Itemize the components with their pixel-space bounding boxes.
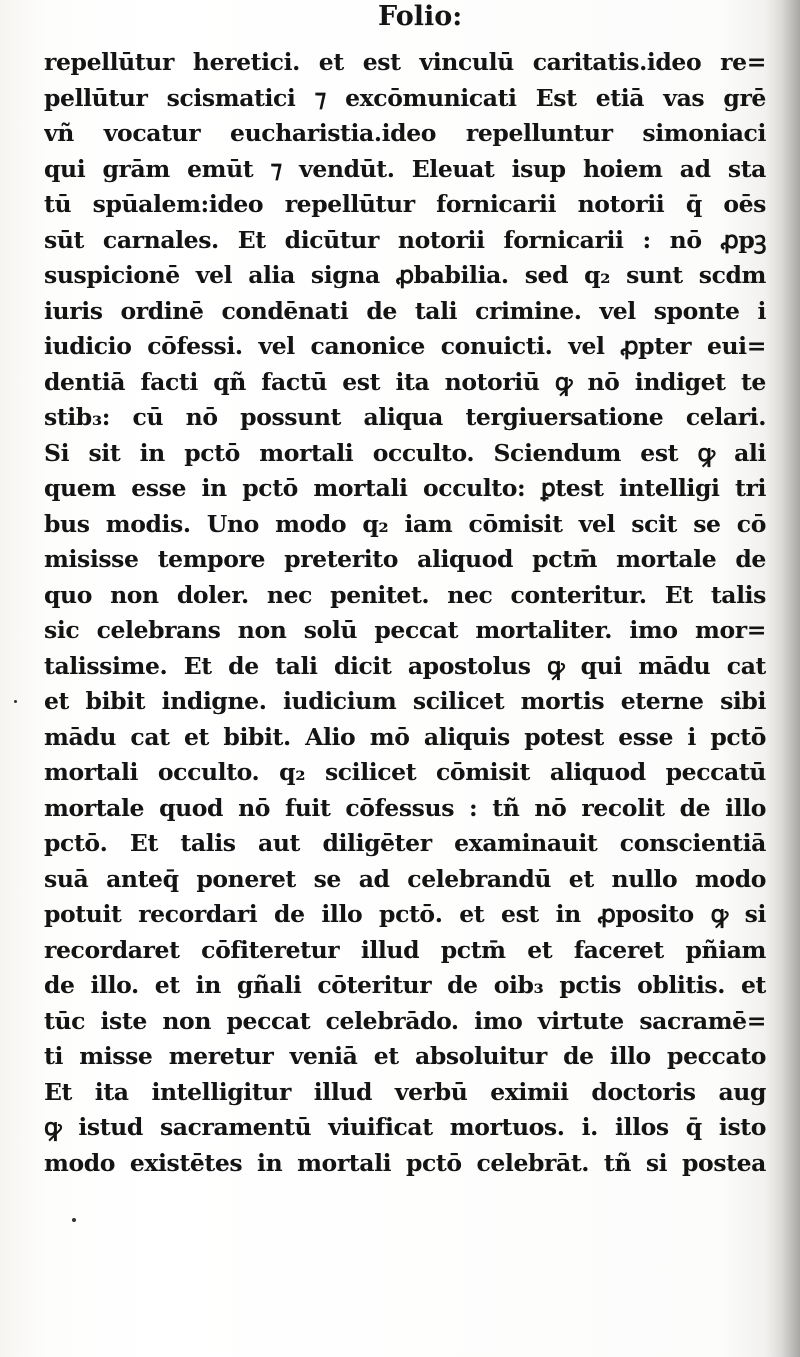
text-line: quo non doler. nec penitet. nec conteritur. Et talis bbox=[44, 580, 766, 609]
text-line: bus modis. Uno modo q₂ iam cōmisit vel scit se cō bbox=[44, 509, 766, 538]
text-line: et bibit indigne. iudicium scilicet mortis eterne sibi bbox=[44, 687, 766, 715]
text-line: Si sit in pctō mortali occulto. Sciendum est ꝙ ali bbox=[44, 438, 766, 467]
text-line: iudicio cōfessi. vel canonice conuicti. vel ꝓpter eui= bbox=[44, 332, 766, 360]
text-line: modo existētes in mortali pctō celebrāt. tñ si postea bbox=[44, 1148, 766, 1177]
text-line: pellūtur scismatici ⁊ excōmunicati Est etiā vas grē bbox=[44, 83, 766, 112]
page-gutter-shadow bbox=[766, 0, 800, 1357]
text-line: mādu cat et bibit. Alio mō aliquis potest esse i pctō bbox=[44, 722, 766, 751]
text-line: mortali occulto. q₂ scilicet cōmisit aliquod peccatū bbox=[44, 758, 766, 786]
text-line: ti misse meretur veniā et absoluitur de illo peccato bbox=[44, 1042, 766, 1070]
text-line: sic celebrans non solū peccat mortaliter. imo mor= bbox=[44, 616, 766, 644]
text-line: suā anteq̄ poneret se ad celebrandū et nullo modo bbox=[44, 864, 766, 893]
blackletter-text-block bbox=[44, 45, 766, 1181]
text-line: Et ita intelligitur illud verbū eximii doctoris aug bbox=[44, 1077, 766, 1106]
text-line: quem esse in pctō mortali occulto: ꝑtest intelligi tri bbox=[44, 474, 766, 502]
text-line: pctō. Et talis aut diligēter examinauit conscientiā bbox=[44, 829, 766, 857]
ink-speck bbox=[14, 700, 17, 703]
text-line: stib₃: cū nō possunt aliqua tergiuersatione celari. bbox=[44, 403, 766, 431]
text-line: dentiā facti qñ factū est ita notoriū ꝙ nō indiget te bbox=[44, 367, 766, 396]
text-line: vñ vocatur eucharistia.ideo repelluntur simoniaci bbox=[44, 119, 766, 147]
text-line: recordaret cōfiteretur illud pctm̄ et faceret pñiam bbox=[44, 935, 766, 964]
text-line: tū spūalem:ideo repellūtur fornicarii notorii q̄ oēs bbox=[44, 190, 766, 218]
text-line: suspicionē vel alia signa ꝓbabilia. sed q₂ sunt scdm bbox=[44, 261, 766, 289]
text-line: mortale quod nō fuit cōfessus : tñ nō recolit de illo bbox=[44, 793, 766, 822]
text-line: ꝙ istud sacramentū viuificat mortuos. i. illos q̄ isto bbox=[44, 1113, 766, 1141]
text-line: potuit recordari de illo pctō. et est in ꝓposito ꝙ si bbox=[44, 900, 766, 928]
text-line: misisse tempore preterito aliquod pctm̄ mortale de bbox=[44, 545, 766, 573]
text-line: de illo. et in gñali cōteritur de oib₃ pctis oblitis. et bbox=[44, 971, 766, 999]
text-line: talissime. Et de tali dicit apostolus ꝙ qui mādu cat bbox=[44, 651, 766, 680]
text-line: iuris ordinē condēnati de tali crimine. vel sponte i bbox=[44, 296, 766, 325]
text-line: tūc iste non peccat celebrādo. imo virtute sacramē= bbox=[44, 1006, 766, 1035]
ink-speck bbox=[72, 1218, 76, 1222]
text-line: sūt carnales. Et dicūtur notorii fornicarii : nō ꝓpꝫ bbox=[44, 225, 766, 254]
text-line: repellūtur heretici. et est vinculū caritatis.ideo re= bbox=[44, 48, 766, 76]
text-line: qui grām emūt ⁊ vendūt. Eleuat isup hoiem ad sta bbox=[44, 154, 766, 183]
folio-heading: Folio: bbox=[378, 1, 463, 32]
